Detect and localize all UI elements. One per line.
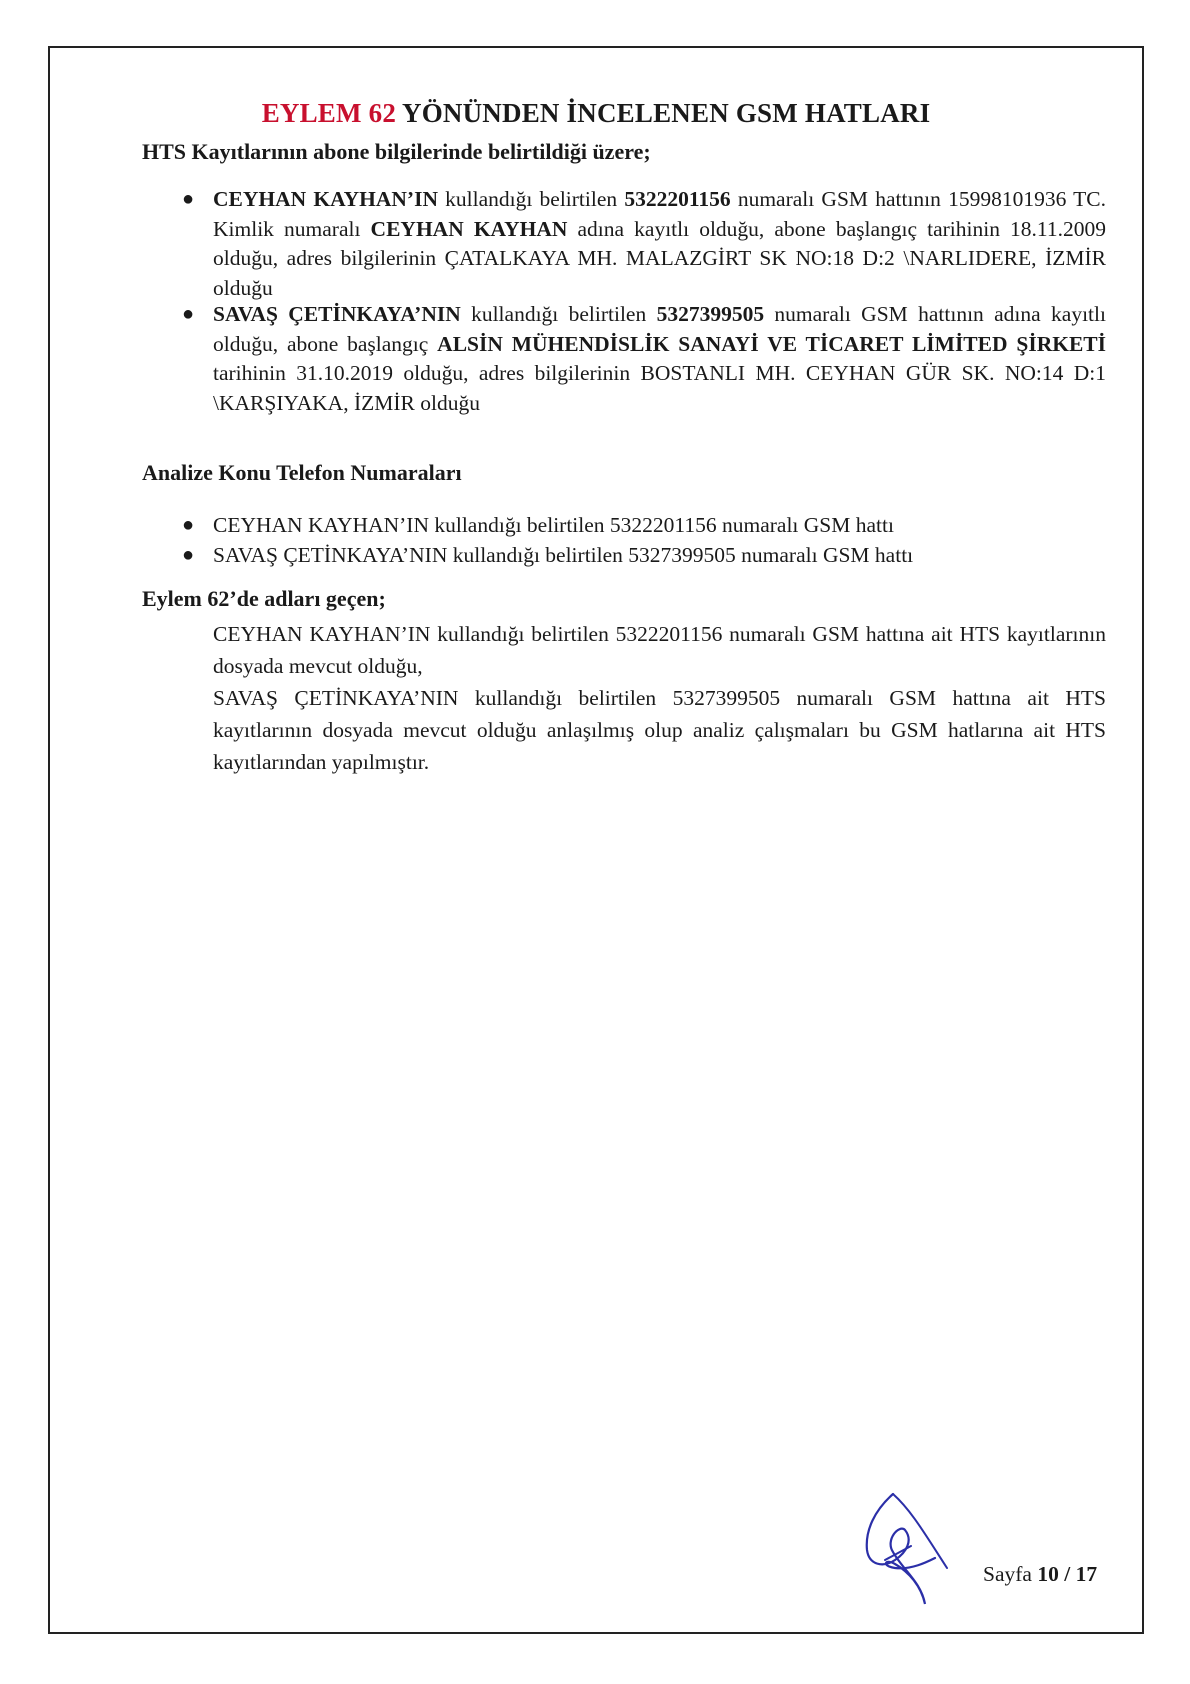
- paragraph-line: CEYHAN KAYHAN’IN kullandığı belirtilen 5322201156 numaralı GSM hattına ait HTS kayıtlarının dosyada mevcut olduğu,: [213, 622, 1106, 678]
- title-highlight: EYLEM 62: [261, 98, 397, 128]
- section2-heading: Analize Konu Telefon Numaraları: [142, 460, 462, 485]
- paragraph-line: SAVAŞ ÇETİNKAYA’NIN kullandığı belirtilen 5327399505 numaralı GSM hattına ait HTS kayıtlarının dosyada mevcut olduğu anlaşılmış olup analiz çalışmaları bu GSM hatlarına ait HTS kayıtlarından yapılmıştır.: [213, 686, 1106, 774]
- section3-body: [213, 618, 1106, 778]
- section3-heading: Eylem 62’de adları geçen;: [142, 586, 386, 611]
- list-item: [182, 510, 894, 540]
- item-owner: ALSİN MÜHENDİSLİK SANAYİ VE TİCARET LİMİTED ŞİRKETİ: [437, 331, 1106, 356]
- signature-icon: [855, 1490, 965, 1615]
- item-name: SAVAŞ ÇETİNKAYA’NIN: [213, 302, 461, 326]
- page-title: [48, 98, 1144, 129]
- item-text: numaralı GSM hattının adına kayıtlı olduğu, abone başlangıç: [213, 302, 1106, 356]
- item-number: 5327399505: [656, 302, 765, 326]
- item-text: tarihinin 31.10.2019 olduğu, adres bilgilerinin BOSTANLI MH. CEYHAN GÜR SK. NO:14 D:1 \KARŞIYAKA, İZMİR olduğu: [213, 361, 1106, 415]
- list-item: [182, 540, 914, 570]
- item-number: 5322201156: [624, 187, 731, 211]
- page-separator: /: [1058, 1562, 1076, 1586]
- page-label: Sayfa: [983, 1562, 1032, 1586]
- item-text: kullandığı belirtilen: [460, 302, 657, 326]
- item-owner: CEYHAN KAYHAN: [370, 216, 568, 241]
- page-number: [983, 1562, 1097, 1587]
- bullet-dot: ●: [182, 544, 195, 566]
- item-text: numaralı GSM hattının 15998101936 TC. Kimlik numaralı: [213, 187, 1106, 241]
- bullet-dot: ●: [182, 303, 195, 325]
- section1-heading: HTS Kayıtlarının abone bilgilerinde belirtildiği üzere;: [142, 139, 651, 164]
- title-rest: YÖNÜNDEN İNCELENEN GSM HATLARI: [402, 98, 931, 128]
- item-text: adına kayıtlı olduğu, abone başlangıç tarihinin 18.11.2009 olduğu, adres bilgilerinin ÇATALKAYA MH. MALAZGİRT SK NO:18 D:2 \NARLIDERE, İZMİR olduğu: [213, 216, 1107, 300]
- item-text: CEYHAN KAYHAN’IN kullandığı belirtilen 5322201156 numaralı GSM hattı: [213, 513, 894, 537]
- bullet-dot: ●: [182, 514, 195, 536]
- list-item: [182, 185, 1107, 303]
- item-text: SAVAŞ ÇETİNKAYA’NIN kullandığı belirtilen 5327399505 numaralı GSM hattı: [213, 543, 914, 567]
- bullet-dot: ●: [182, 188, 195, 210]
- page-total: 17: [1075, 1562, 1098, 1586]
- item-text: kullandığı belirtilen: [437, 187, 625, 211]
- page-current: 10: [1037, 1562, 1059, 1586]
- list-item: [182, 300, 1106, 418]
- item-name: CEYHAN KAYHAN’IN: [213, 187, 438, 211]
